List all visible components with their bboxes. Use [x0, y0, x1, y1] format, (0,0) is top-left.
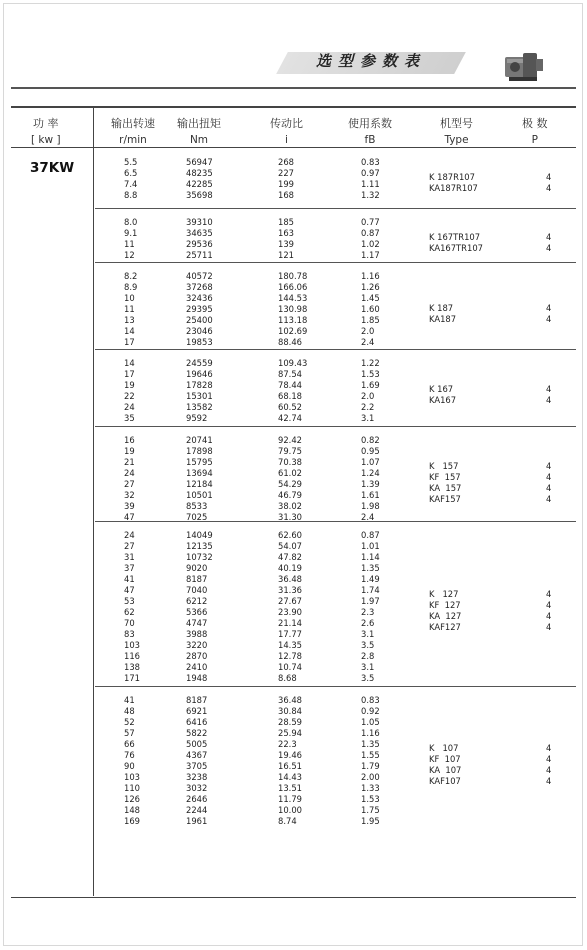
service-factor-cell: 1.85	[361, 315, 380, 325]
torque-cell: 6212	[186, 596, 208, 606]
pole-count: 4	[546, 494, 552, 504]
model-type: K 107	[429, 743, 459, 753]
service-factor-cell: 0.83	[361, 157, 380, 167]
torque-cell: 42285	[186, 179, 213, 189]
speed-cell: 10	[124, 293, 135, 303]
torque-cell: 17828	[186, 380, 213, 390]
service-factor-cell: 1.35	[361, 563, 380, 573]
ratio-cell: 130.98	[278, 304, 308, 314]
speed-cell: 8.0	[124, 217, 138, 227]
speed-cell: 66	[124, 739, 135, 749]
ratio-cell: 79.75	[278, 446, 302, 456]
speed-cell: 11	[124, 239, 135, 249]
ratio-cell: 102.69	[278, 326, 308, 336]
ratio-cell: 10.74	[278, 662, 302, 672]
ratio-cell: 139	[278, 239, 294, 249]
service-factor-cell: 1.53	[361, 794, 380, 804]
pole-count: 4	[546, 461, 552, 471]
torque-cell: 2244	[186, 805, 208, 815]
service-factor-cell: 1.26	[361, 282, 380, 292]
torque-cell: 3032	[186, 783, 208, 793]
speed-cell: 14	[124, 326, 135, 336]
model-type: K 167	[429, 384, 454, 394]
ratio-cell: 36.48	[278, 574, 302, 584]
pole-count: 4	[546, 232, 552, 242]
model-group	[95, 350, 576, 427]
ratio-cell: 14.35	[278, 640, 302, 650]
speed-cell: 8.2	[124, 271, 138, 281]
model-type: K 187	[429, 303, 454, 313]
service-factor-cell: 0.83	[361, 695, 380, 705]
speed-cell: 116	[124, 651, 140, 661]
torque-cell: 12135	[186, 541, 213, 551]
service-factor-cell: 0.77	[361, 217, 380, 227]
ratio-cell: 14.43	[278, 772, 302, 782]
ratio-cell: 25.94	[278, 728, 302, 738]
ratio-cell: 17.77	[278, 629, 302, 639]
service-factor-cell: 2.2	[361, 402, 375, 412]
col-torque: 输出扭矩 Nm	[177, 117, 221, 146]
torque-cell: 6921	[186, 706, 208, 716]
speed-cell: 103	[124, 640, 140, 650]
service-factor-cell: 2.4	[361, 512, 375, 522]
torque-cell: 23046	[186, 326, 213, 336]
ratio-cell: 113.18	[278, 315, 308, 325]
pole-count: 4	[546, 483, 552, 493]
speed-cell: 9.1	[124, 228, 138, 238]
service-factor-cell: 1.17	[361, 250, 380, 260]
speed-cell: 5.5	[124, 157, 138, 167]
torque-cell: 7025	[186, 512, 208, 522]
torque-cell: 5822	[186, 728, 208, 738]
model-type: K 127	[429, 589, 459, 599]
speed-cell: 62	[124, 607, 135, 617]
service-factor-cell: 1.14	[361, 552, 380, 562]
speed-cell: 48	[124, 706, 135, 716]
torque-cell: 13582	[186, 402, 213, 412]
power-value: 37KW	[30, 160, 75, 176]
ratio-cell: 12.78	[278, 651, 302, 661]
torque-cell: 5366	[186, 607, 208, 617]
speed-cell: 8.8	[124, 190, 138, 200]
torque-cell: 12184	[186, 479, 213, 489]
ratio-cell: 31.30	[278, 512, 302, 522]
speed-cell: 52	[124, 717, 135, 727]
service-factor-cell: 1.07	[361, 457, 380, 467]
speed-cell: 169	[124, 816, 140, 826]
service-factor-cell: 2.3	[361, 607, 375, 617]
model-group	[95, 263, 576, 350]
speed-cell: 110	[124, 783, 140, 793]
ratio-cell: 78.44	[278, 380, 302, 390]
torque-cell: 56947	[186, 157, 213, 167]
pole-count: 4	[546, 314, 552, 324]
service-factor-cell: 0.87	[361, 530, 380, 540]
col-speed: 输出转速 r/min	[111, 117, 155, 146]
pole-count: 4	[546, 776, 552, 786]
speed-cell: 19	[124, 446, 135, 456]
ratio-cell: 54.29	[278, 479, 302, 489]
torque-cell: 6416	[186, 717, 208, 727]
torque-cell: 2646	[186, 794, 208, 804]
pole-count: 4	[546, 600, 552, 610]
speed-cell: 7.4	[124, 179, 138, 189]
speed-cell: 103	[124, 772, 140, 782]
ratio-cell: 31.36	[278, 585, 302, 595]
model-group	[95, 522, 576, 687]
torque-cell: 20741	[186, 435, 213, 445]
table-header	[11, 108, 576, 148]
service-factor-cell: 1.16	[361, 271, 380, 281]
torque-cell: 32436	[186, 293, 213, 303]
model-type: KAF157	[429, 494, 461, 504]
service-factor-cell: 0.82	[361, 435, 380, 445]
model-type: KF 107	[429, 754, 461, 764]
speed-cell: 13	[124, 315, 135, 325]
service-factor-cell: 1.60	[361, 304, 380, 314]
speed-cell: 70	[124, 618, 135, 628]
model-type: KF 127	[429, 600, 461, 610]
pole-count: 4	[546, 622, 552, 632]
model-type: KAF107	[429, 776, 461, 786]
speed-cell: 24	[124, 468, 135, 478]
page-title: 选型参数表	[316, 52, 427, 70]
ratio-cell: 22.3	[278, 739, 297, 749]
service-factor-cell: 3.1	[361, 662, 375, 672]
speed-cell: 37	[124, 563, 135, 573]
service-factor-cell: 1.74	[361, 585, 380, 595]
torque-cell: 39310	[186, 217, 213, 227]
service-factor-cell: 2.8	[361, 651, 375, 661]
ratio-cell: 87.54	[278, 369, 302, 379]
ratio-cell: 10.00	[278, 805, 302, 815]
speed-cell: 11	[124, 304, 135, 314]
service-factor-cell: 0.87	[361, 228, 380, 238]
ratio-cell: 38.02	[278, 501, 302, 511]
col-power: 功 率 [ kw ]	[31, 117, 61, 146]
speed-cell: 27	[124, 541, 135, 551]
model-group	[95, 209, 576, 263]
pole-count: 4	[546, 243, 552, 253]
service-factor-cell: 2.0	[361, 391, 375, 401]
ratio-cell: 16.51	[278, 761, 302, 771]
speed-cell: 27	[124, 479, 135, 489]
speed-cell: 32	[124, 490, 135, 500]
service-factor-cell: 1.45	[361, 293, 380, 303]
ratio-cell: 21.14	[278, 618, 302, 628]
service-factor-cell: 1.16	[361, 728, 380, 738]
col-ratio: 传动比 i	[270, 117, 303, 146]
ratio-cell: 92.42	[278, 435, 302, 445]
model-type: KA 157	[429, 483, 462, 493]
service-factor-cell: 3.5	[361, 640, 375, 650]
ratio-cell: 166.06	[278, 282, 308, 292]
ratio-cell: 168	[278, 190, 294, 200]
pole-count: 4	[546, 183, 552, 193]
torque-cell: 5005	[186, 739, 208, 749]
col-service-factor: 使用系数 fB	[348, 117, 392, 146]
model-group	[95, 687, 576, 896]
model-type: KF 157	[429, 472, 461, 482]
speed-cell: 76	[124, 750, 135, 760]
gear-motor-icon	[503, 47, 545, 83]
model-group	[95, 427, 576, 522]
service-factor-cell: 1.02	[361, 239, 380, 249]
model-type: KA 127	[429, 611, 462, 621]
torque-cell: 8187	[186, 574, 208, 584]
service-factor-cell: 1.79	[361, 761, 380, 771]
speed-cell: 24	[124, 530, 135, 540]
torque-cell: 4367	[186, 750, 208, 760]
service-factor-cell: 0.92	[361, 706, 380, 716]
service-factor-cell: 1.61	[361, 490, 380, 500]
torque-cell: 25400	[186, 315, 213, 325]
torque-cell: 2410	[186, 662, 208, 672]
service-factor-cell: 1.53	[361, 369, 380, 379]
speed-cell: 39	[124, 501, 135, 511]
torque-cell: 3988	[186, 629, 208, 639]
ratio-cell: 180.78	[278, 271, 308, 281]
service-factor-cell: 3.5	[361, 673, 375, 683]
ratio-cell: 185	[278, 217, 294, 227]
service-factor-cell: 1.24	[361, 468, 380, 478]
service-factor-cell: 1.75	[361, 805, 380, 815]
service-factor-cell: 0.97	[361, 168, 380, 178]
service-factor-cell: 1.33	[361, 783, 380, 793]
speed-cell: 24	[124, 402, 135, 412]
service-factor-cell: 2.00	[361, 772, 380, 782]
service-factor-cell: 1.98	[361, 501, 380, 511]
pole-count: 4	[546, 611, 552, 621]
pole-count: 4	[546, 384, 552, 394]
pole-count: 4	[546, 754, 552, 764]
torque-cell: 1961	[186, 816, 208, 826]
model-type: KA187	[429, 314, 457, 324]
service-factor-cell: 2.6	[361, 618, 375, 628]
torque-cell: 35698	[186, 190, 213, 200]
service-factor-cell: 1.35	[361, 739, 380, 749]
torque-cell: 7040	[186, 585, 208, 595]
ratio-cell: 8.68	[278, 673, 297, 683]
torque-cell: 48235	[186, 168, 213, 178]
ratio-cell: 68.18	[278, 391, 302, 401]
speed-cell: 41	[124, 574, 135, 584]
service-factor-cell: 1.01	[361, 541, 380, 551]
speed-cell: 12	[124, 250, 135, 260]
speed-cell: 35	[124, 413, 135, 423]
ratio-cell: 13.51	[278, 783, 302, 793]
speed-cell: 47	[124, 512, 135, 522]
torque-cell: 1948	[186, 673, 208, 683]
ratio-cell: 227	[278, 168, 294, 178]
pole-count: 4	[546, 743, 552, 753]
torque-cell: 17898	[186, 446, 213, 456]
power-column-divider	[93, 108, 94, 896]
torque-cell: 29395	[186, 304, 213, 314]
service-factor-cell: 0.95	[361, 446, 380, 456]
torque-cell: 2870	[186, 651, 208, 661]
speed-cell: 47	[124, 585, 135, 595]
ratio-cell: 36.48	[278, 695, 302, 705]
service-factor-cell: 3.1	[361, 413, 375, 423]
torque-cell: 15301	[186, 391, 213, 401]
pole-count: 4	[546, 172, 552, 182]
torque-cell: 3705	[186, 761, 208, 771]
ratio-cell: 121	[278, 250, 294, 260]
service-factor-cell: 1.39	[361, 479, 380, 489]
torque-cell: 24559	[186, 358, 213, 368]
torque-cell: 19853	[186, 337, 213, 347]
service-factor-cell: 1.55	[361, 750, 380, 760]
header-rule	[11, 87, 576, 89]
ratio-cell: 47.82	[278, 552, 302, 562]
ratio-cell: 61.02	[278, 468, 302, 478]
torque-cell: 34635	[186, 228, 213, 238]
speed-cell: 6.5	[124, 168, 138, 178]
torque-cell: 40572	[186, 271, 213, 281]
torque-cell: 29536	[186, 239, 213, 249]
torque-cell: 37268	[186, 282, 213, 292]
torque-cell: 4747	[186, 618, 208, 628]
model-group	[95, 149, 576, 209]
torque-cell: 10501	[186, 490, 213, 500]
ratio-cell: 163	[278, 228, 294, 238]
pole-count: 4	[546, 303, 552, 313]
speed-cell: 53	[124, 596, 135, 606]
torque-cell: 3238	[186, 772, 208, 782]
service-factor-cell: 1.95	[361, 816, 380, 826]
torque-cell: 13694	[186, 468, 213, 478]
service-factor-cell: 3.1	[361, 629, 375, 639]
ratio-cell: 268	[278, 157, 294, 167]
speed-cell: 17	[124, 337, 135, 347]
service-factor-cell: 1.11	[361, 179, 380, 189]
model-type: K 167TR107	[429, 232, 481, 242]
speed-cell: 126	[124, 794, 140, 804]
torque-cell: 8533	[186, 501, 208, 511]
speed-cell: 57	[124, 728, 135, 738]
speed-cell: 148	[124, 805, 140, 815]
ratio-cell: 42.74	[278, 413, 302, 423]
torque-cell: 8187	[186, 695, 208, 705]
speed-cell: 8.9	[124, 282, 138, 292]
selection-table	[11, 106, 576, 898]
ratio-cell: 199	[278, 179, 294, 189]
ratio-cell: 60.52	[278, 402, 302, 412]
pole-count: 4	[546, 472, 552, 482]
speed-cell: 19	[124, 380, 135, 390]
service-factor-cell: 1.49	[361, 574, 380, 584]
service-factor-cell: 1.32	[361, 190, 380, 200]
torque-cell: 25711	[186, 250, 213, 260]
service-factor-cell: 1.05	[361, 717, 380, 727]
torque-cell: 9592	[186, 413, 208, 423]
speed-cell: 31	[124, 552, 135, 562]
ratio-cell: 30.84	[278, 706, 302, 716]
speed-cell: 22	[124, 391, 135, 401]
speed-cell: 138	[124, 662, 140, 672]
ratio-cell: 11.79	[278, 794, 302, 804]
pole-count: 4	[546, 765, 552, 775]
speed-cell: 171	[124, 673, 140, 683]
service-factor-cell: 1.69	[361, 380, 380, 390]
pole-count: 4	[546, 395, 552, 405]
model-type: K 157	[429, 461, 459, 471]
speed-cell: 83	[124, 629, 135, 639]
speed-cell: 16	[124, 435, 135, 445]
torque-cell: 15795	[186, 457, 213, 467]
ratio-cell: 70.38	[278, 457, 302, 467]
col-type: 机型号 Type	[440, 117, 473, 146]
ratio-cell: 27.67	[278, 596, 302, 606]
service-factor-cell: 2.4	[361, 337, 375, 347]
ratio-cell: 46.79	[278, 490, 302, 500]
model-type: KA187R107	[429, 183, 478, 193]
ratio-cell: 19.46	[278, 750, 302, 760]
torque-cell: 10732	[186, 552, 213, 562]
torque-cell: 9020	[186, 563, 208, 573]
ratio-cell: 23.90	[278, 607, 302, 617]
service-factor-cell: 2.0	[361, 326, 375, 336]
service-factor-cell: 1.97	[361, 596, 380, 606]
col-poles: 极 数 P	[522, 117, 548, 146]
ratio-cell: 109.43	[278, 358, 308, 368]
ratio-cell: 88.46	[278, 337, 302, 347]
torque-cell: 14049	[186, 530, 213, 540]
ratio-cell: 54.07	[278, 541, 302, 551]
ratio-cell: 8.74	[278, 816, 297, 826]
model-type: KA167TR107	[429, 243, 483, 253]
ratio-cell: 62.60	[278, 530, 302, 540]
service-factor-cell: 1.22	[361, 358, 380, 368]
speed-cell: 14	[124, 358, 135, 368]
speed-cell: 41	[124, 695, 135, 705]
model-type: K 187R107	[429, 172, 475, 182]
torque-cell: 3220	[186, 640, 208, 650]
ratio-cell: 144.53	[278, 293, 308, 303]
torque-cell: 19646	[186, 369, 213, 379]
model-type: KA167	[429, 395, 457, 405]
speed-cell: 21	[124, 457, 135, 467]
ratio-cell: 28.59	[278, 717, 302, 727]
model-type: KAF127	[429, 622, 461, 632]
pole-count: 4	[546, 589, 552, 599]
ratio-cell: 40.19	[278, 563, 302, 573]
model-type: KA 107	[429, 765, 462, 775]
speed-cell: 90	[124, 761, 135, 771]
speed-cell: 17	[124, 369, 135, 379]
